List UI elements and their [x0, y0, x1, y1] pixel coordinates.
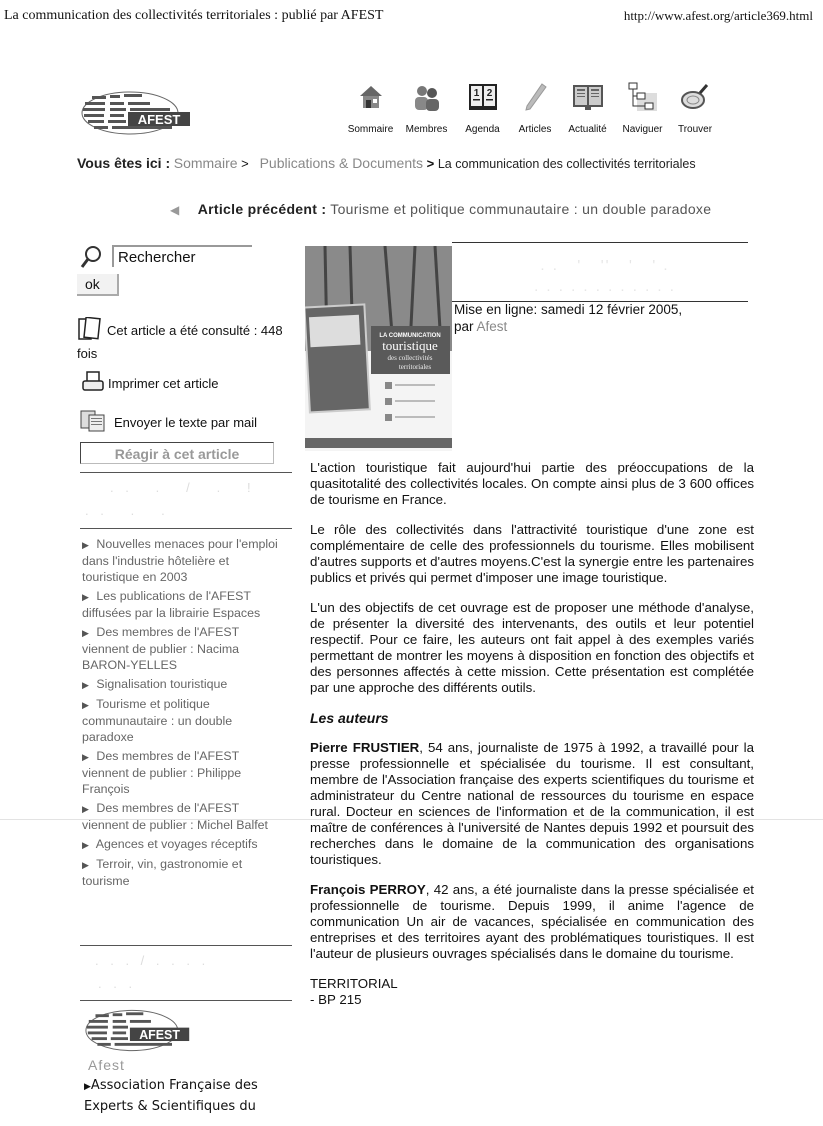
triangle-bullet-icon: ▶ — [82, 752, 89, 762]
article-paragraph: Le rôle des collectivités dans l'attractivité touristique d'une zone est complémentaire de celle des professionnels du tourisme. Elles mobilisent d'autres supports et d'autres moyens.C'est la synergie entre les partenaires publics et privés qui permet d'imposer une image touristique. — [310, 522, 754, 585]
email-article-link[interactable] — [80, 410, 257, 435]
print-page-url: http://www.afest.org/article369.html — [623, 8, 813, 23]
nav-agenda[interactable] — [455, 80, 510, 135]
divider — [80, 528, 292, 529]
triangle-bullet-icon: ▶ — [82, 680, 89, 690]
nav-label: Trouver — [677, 124, 713, 135]
email-document-icon — [80, 410, 106, 435]
svg-text:1: 1 — [473, 88, 479, 99]
authors-heading: Les auteurs — [310, 710, 389, 726]
faint-heading: . . . — [98, 976, 137, 991]
pages-icon — [77, 317, 105, 345]
view-count-text: Cet article a été consulté : 448 fois — [77, 323, 283, 361]
newspaper-icon — [571, 80, 605, 114]
search-icon — [80, 245, 102, 274]
print-header — [4, 8, 813, 28]
article-body — [310, 460, 754, 1008]
breadcrumb-prefix: Vous êtes ici : — [77, 155, 171, 171]
nav-membres[interactable] — [398, 80, 455, 135]
view-count — [77, 317, 287, 362]
nav-actualite[interactable] — [560, 80, 615, 135]
triangle-bullet-icon: ▶ — [84, 1082, 91, 1092]
related-article-item[interactable]: ▶ Tourisme et politique communautaire : un double paradoxe — [82, 697, 233, 744]
nav-label: Naviguer — [622, 124, 663, 135]
faint-heading: . . . / . . . . — [95, 953, 210, 968]
triangle-bullet-icon: ▶ — [82, 592, 89, 602]
article-meta: Mise en ligne: samedi 12 février 2005, par Afest — [454, 302, 683, 334]
calendar-icon — [466, 80, 500, 114]
svg-text:2: 2 — [486, 88, 492, 99]
globe-logo-icon — [80, 90, 195, 136]
related-article-item[interactable]: ▶ Agences et voyages réceptifs — [82, 837, 258, 851]
related-articles — [82, 536, 287, 892]
previous-article — [170, 201, 711, 217]
react-to-article-button[interactable]: Réagir à cet article — [80, 442, 274, 464]
house-icon — [354, 80, 388, 114]
divider — [80, 945, 292, 946]
afest-logo[interactable] — [80, 90, 195, 136]
main-nav — [343, 80, 720, 135]
article-paragraph: L'action touristique fait aujourd'hui partie des préoccupations de la quasitotalité des collectivités locales. On compte ainsi plus de 3 600 offices de tourisme en France. — [310, 460, 754, 507]
nav-trouver[interactable] — [670, 80, 720, 135]
nav-label: Agenda — [465, 124, 500, 135]
related-article-item[interactable]: ▶ Signalisation touristique — [82, 677, 228, 691]
scan-artifact-line — [0, 819, 823, 820]
search-ok-button[interactable]: ok — [77, 274, 119, 296]
article-paragraph: L'un des objectifs de cet ouvrage est de proposer une méthode d'analyse, de présenter la diversité des intervenants, des outils et leur potentiel respectif. Pour ce faire, les auteurs ont fait appel à des exemples variés permettant de montrer les moyens à disposition en fonction des objectifs et des personnes affectés à cette mission. Cette présentation est complétée par une approche des différents outils. — [310, 600, 754, 695]
globe-logo-icon — [84, 1008, 194, 1053]
svg-text:touristique: touristique — [382, 338, 438, 353]
print-label: Imprimer cet article — [108, 376, 219, 391]
printer-icon — [82, 371, 104, 396]
related-article-item[interactable]: ▶ Des membres de l'AFEST viennent de publier : Philippe François — [82, 749, 242, 796]
nav-articles[interactable] — [510, 80, 560, 135]
footer-afest-description: ▶Association Française des Experts & Scientifiques du — [84, 1078, 258, 1114]
breadcrumb — [68, 156, 748, 172]
pen-icon — [518, 80, 552, 114]
divider — [80, 1000, 292, 1001]
email-label: Envoyer le texte par mail — [114, 415, 258, 430]
svg-text:AFEST: AFEST — [137, 112, 181, 127]
faint-heading: . . . / . ! — [110, 480, 255, 495]
title-divider — [452, 242, 748, 243]
publisher-address: TERRITORIAL - BP 215 — [310, 976, 398, 1007]
nav-label: Articles — [518, 124, 552, 135]
previous-article-label: Article précédent : — [197, 201, 327, 217]
breadcrumb-sommaire[interactable]: Sommaire — [173, 155, 238, 171]
previous-article-link[interactable]: Tourisme et politique communautaire : un double paradoxe — [330, 201, 712, 217]
search-form — [80, 245, 252, 274]
svg-text:des collectivités: des collectivités — [387, 354, 433, 362]
people-icon — [410, 80, 444, 114]
footer-afest-logo[interactable] — [84, 1008, 194, 1058]
author-bio: Pierre FRUSTIER, 54 ans, journaliste de 1975 à 1992, a travaillé pour la presse professionnelle et spécialisée du tourisme. Il est consultant, membre de l'Association française des experts scientifiques du tourisme et administrateur du Centre national de ressources du tourisme en espace rural. Docteur en sciences de l'information et de la communication, il est maître de conférences à l'université de Nantes depuis 1992 et poursuit des recherches dans le domaine de la communication des organisations touristiques. — [310, 740, 754, 867]
triangle-bullet-icon: ▶ — [82, 860, 89, 870]
breadcrumb-separator: > — [241, 156, 249, 171]
article-author-link[interactable]: Afest — [476, 319, 508, 334]
book-cover-image — [305, 246, 452, 451]
magnifier-icon — [678, 80, 712, 114]
triangle-bullet-icon: ▶ — [82, 840, 89, 850]
triangle-bullet-icon: ▶ — [82, 628, 89, 638]
sitemap-icon — [626, 80, 660, 114]
faint-heading: . . . . — [85, 503, 169, 518]
svg-text:LA COMMUNICATION: LA COMMUNICATION — [379, 333, 441, 339]
triangle-bullet-icon: ▶ — [82, 700, 89, 710]
related-article-item[interactable]: ▶ Les publications de l'AFEST diffusées par la librairie Espaces — [82, 589, 261, 620]
divider — [80, 472, 292, 473]
footer-afest-name[interactable]: Afest — [88, 1057, 125, 1073]
nav-naviguer[interactable] — [615, 80, 670, 135]
related-article-item[interactable]: ▶ Des membres de l'AFEST viennent de publier : Michel Balfet — [82, 801, 268, 832]
related-article-item[interactable]: ▶ Des membres de l'AFEST viennent de publier : Nacima BARON-YELLES — [82, 625, 240, 672]
print-article-link[interactable] — [82, 371, 219, 396]
print-page-title: La communication des collectivités territoriales : publié par AFEST — [4, 8, 384, 23]
svg-text:AFEST: AFEST — [139, 1028, 180, 1043]
nav-label: Sommaire — [347, 124, 394, 135]
triangle-bullet-icon: ▶ — [82, 540, 89, 550]
author-bio: François PERROY, 42 ans, a été journaliste dans la presse spécialisée et professionnelle de tourisme. Depuis 1999, il anime l'agence de communication Un air de vacances, spécialisée en communication des entreprises et des territoires ayant des problématiques touristiques. Il est l'auteur de plusieurs ouvrages spécialisés dans le domaine du tourisme. — [310, 882, 754, 961]
previous-arrow-icon: ◀ — [170, 203, 180, 217]
nav-label: Membres — [405, 124, 448, 135]
svg-text:territoriales: territoriales — [398, 363, 432, 371]
breadcrumb-publications[interactable]: Publications & Documents — [259, 155, 424, 171]
article-title-faint: . . ' '' ' ' . . . . . . . . . . . . . — [534, 257, 676, 295]
related-article-item[interactable]: ▶ Nouvelles menaces pour l'emploi dans l'industrie hôtelière et touristique en 2003 — [82, 537, 278, 584]
breadcrumb-separator: > — [426, 156, 435, 171]
search-input[interactable] — [112, 245, 252, 267]
nav-label: Actualité — [568, 124, 607, 135]
related-article-item[interactable]: ▶ Terroir, vin, gastronomie et tourisme — [82, 857, 243, 888]
triangle-bullet-icon: ▶ — [82, 804, 89, 814]
nav-sommaire[interactable] — [343, 80, 398, 135]
publish-date: Mise en ligne: samedi 12 février 2005, — [454, 302, 683, 317]
breadcrumb-current: La communication des collectivités territoriales — [437, 157, 696, 171]
